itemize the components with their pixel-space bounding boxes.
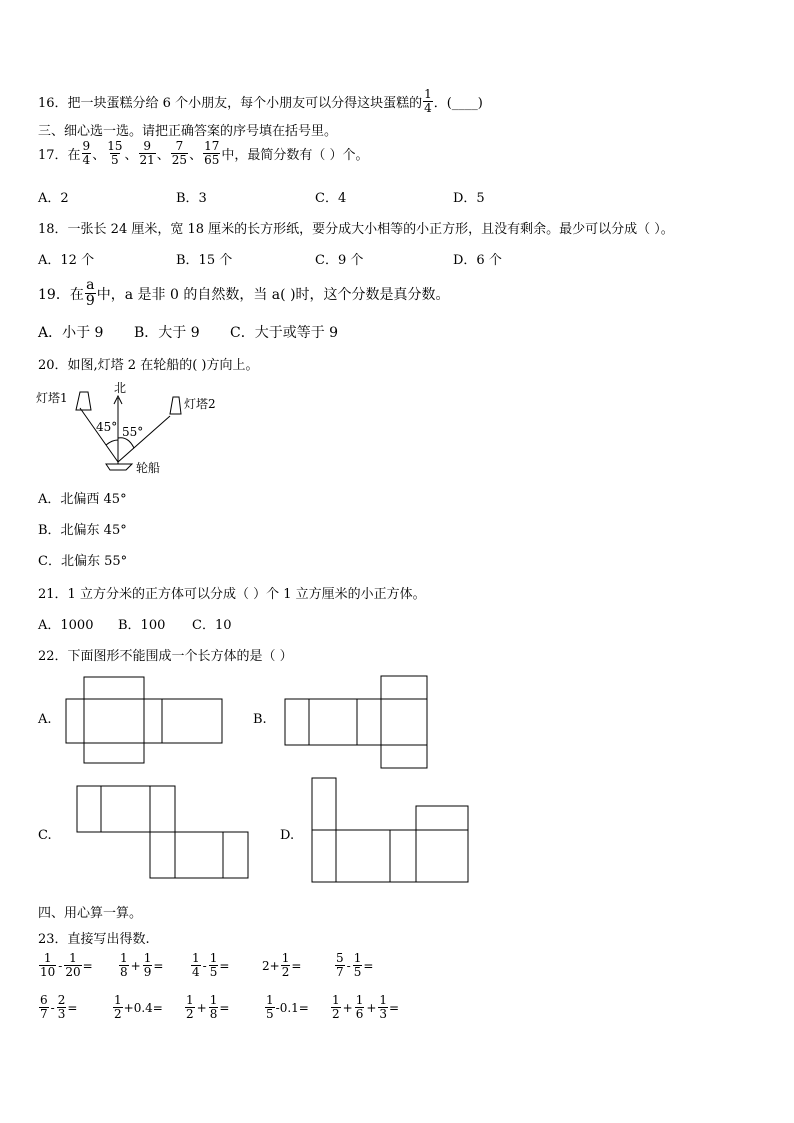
q22-option-d-label[interactable]: D. — [280, 828, 295, 843]
equals: = — [219, 1000, 230, 1015]
equals: = — [82, 958, 93, 973]
q21-option-a[interactable]: A．1000 — [38, 618, 94, 633]
calc-item — [112, 994, 163, 1021]
q18-option-c[interactable]: C．9 个 — [315, 253, 364, 268]
section4-heading: 四、用心算一算。 — [38, 906, 143, 921]
q16-text: 16．把一块蛋糕分给 6 个小朋友，每个小朋友可以分得这块蛋糕的 — [38, 96, 423, 111]
ship-label: 轮船 — [136, 461, 161, 475]
numerator: 15 — [107, 139, 123, 153]
q17-suffix: 中，最简分数有（ ）个。 — [221, 148, 369, 163]
denominator: 7 — [336, 965, 344, 979]
denominator: 4 — [424, 101, 432, 115]
q18-option-a[interactable]: A．12 个 — [38, 253, 95, 268]
lighthouse2-icon — [170, 397, 181, 414]
operator: + — [196, 1000, 207, 1015]
q22-text: 22．下面图形不能围成一个长方体的是（ ） — [38, 649, 293, 664]
operator: + — [130, 958, 141, 973]
q19-suffix: 中，a 是非 0 的自然数，当 a( )时，这个分数是真分数。 — [96, 286, 450, 303]
numerator: 9 — [82, 139, 91, 153]
numerator: 1 — [332, 993, 340, 1007]
denominator: 2 — [332, 1007, 340, 1021]
numerator: 1 — [353, 951, 362, 965]
lead-term: 2+ — [262, 958, 280, 973]
denominator: 6 — [355, 1007, 364, 1021]
q22-option-b-label[interactable]: B. — [253, 712, 267, 727]
q18-option-d[interactable]: D．6 个 — [453, 253, 502, 268]
angle-55-label: 55° — [122, 425, 144, 439]
numerator: 1 — [209, 951, 218, 965]
angle-arc-55 — [118, 438, 134, 448]
q17-option-a[interactable]: A．2 — [38, 191, 69, 206]
denominator: 4 — [192, 965, 200, 979]
fraction — [209, 952, 219, 979]
numerator: 1 — [424, 87, 432, 101]
q16 — [38, 88, 483, 115]
q18-option-b[interactable]: B．15 个 — [176, 253, 233, 268]
fraction — [353, 952, 363, 979]
numerator: 1 — [120, 951, 128, 965]
fraction — [378, 994, 388, 1021]
denominator: 2 — [114, 1007, 122, 1021]
numerator: 1 — [69, 951, 77, 965]
fraction — [39, 952, 56, 979]
q17-fraction — [203, 140, 220, 167]
calc-item — [264, 994, 309, 1021]
fraction — [64, 952, 81, 979]
q17-fraction — [106, 140, 123, 167]
operator: - — [58, 958, 63, 973]
operator: - — [346, 958, 351, 973]
fraction — [119, 952, 129, 979]
numerator: 1 — [266, 993, 274, 1007]
fraction — [113, 994, 123, 1021]
denominator: 5 — [209, 965, 218, 979]
separator: 、 — [124, 148, 138, 163]
equals: = — [219, 958, 230, 973]
numerator: 1 — [281, 951, 290, 965]
fraction — [265, 994, 275, 1021]
equals: = — [291, 958, 302, 973]
denominator: 8 — [209, 1007, 218, 1021]
calc-item — [118, 952, 163, 979]
q17-option-d[interactable]: D．5 — [453, 191, 485, 206]
q19-option-b[interactable]: B．大于 9 — [134, 325, 200, 341]
numerator: 1 — [114, 993, 122, 1007]
q19 — [38, 278, 450, 309]
denominator: 2 — [281, 965, 290, 979]
denominator: 3 — [379, 1007, 388, 1021]
q19-prefix: 19．在 — [38, 286, 84, 303]
operator: + — [366, 1000, 377, 1015]
denominator: 5 — [266, 1007, 274, 1021]
q17-option-c[interactable]: C．4 — [315, 191, 347, 206]
q22-net-a[interactable] — [66, 677, 226, 767]
ray-to-lighthouse1 — [80, 408, 118, 462]
numerator: 7 — [175, 139, 184, 153]
fraction — [185, 994, 195, 1021]
q17 — [38, 140, 369, 167]
q23-text: 23．直接写出得数. — [38, 932, 150, 947]
calc-item — [38, 952, 93, 979]
q22-option-c-label[interactable]: C. — [38, 828, 52, 843]
fraction — [209, 994, 219, 1021]
fraction — [191, 952, 201, 979]
q22-net-b[interactable] — [285, 676, 435, 771]
numerator: 1 — [379, 993, 388, 1007]
numerator: 9 — [143, 139, 151, 153]
q21-text: 21．1 立方分米的正方体可以分成（ ）个 1 立方厘米的小正方体。 — [38, 587, 426, 602]
q17-fraction — [139, 140, 156, 167]
fraction — [143, 952, 153, 979]
ship-icon — [106, 464, 132, 470]
q22-net-d[interactable] — [312, 778, 472, 884]
angle-arc-45 — [106, 440, 118, 445]
numerator: 2 — [57, 993, 66, 1007]
fraction — [57, 994, 67, 1021]
numerator: 1 — [209, 993, 218, 1007]
equals: = — [153, 958, 164, 973]
q17-fraction — [171, 140, 188, 167]
q16-answer-blank: ．(____) — [433, 96, 483, 111]
numerator: 1 — [143, 951, 152, 965]
denominator: 21 — [139, 153, 155, 167]
fraction — [39, 994, 49, 1021]
lighthouse-ship-diagram — [36, 380, 236, 475]
calc-item — [190, 952, 229, 979]
q16-fraction — [423, 88, 433, 115]
q19-option-c[interactable]: C．大于或等于 9 — [230, 325, 339, 341]
operator: + — [342, 1000, 353, 1015]
q22-option-a-label[interactable]: A. — [38, 712, 52, 727]
fraction — [355, 994, 365, 1021]
calc-item — [184, 994, 229, 1021]
numerator: 17 — [204, 139, 220, 153]
separator: 、 — [156, 148, 170, 163]
numerator: 1 — [355, 993, 364, 1007]
numerator: 1 — [186, 993, 194, 1007]
denominator: 9 — [85, 293, 95, 309]
numerator: 6 — [40, 993, 48, 1007]
q17-fraction — [82, 140, 92, 167]
denominator: 2 — [186, 1007, 194, 1021]
numerator: 1 — [43, 951, 52, 965]
tail-term: +0.4= — [123, 1000, 163, 1015]
q17-option-b[interactable]: B．3 — [176, 191, 207, 206]
q22-net-c[interactable] — [77, 786, 252, 881]
tail-term: -0.1= — [275, 1000, 309, 1015]
calc-item — [38, 994, 77, 1021]
numerator: a — [86, 277, 95, 293]
operator: - — [50, 1000, 55, 1015]
fraction — [331, 994, 341, 1021]
lighthouse1-label: 灯塔1 — [36, 391, 68, 405]
q20-option-a[interactable]: A．北偏西 45° — [38, 492, 127, 507]
separator: 、 — [92, 148, 106, 163]
equals: = — [389, 1000, 400, 1015]
numerator: 5 — [336, 951, 344, 965]
denominator: 7 — [40, 1007, 48, 1021]
denominator: 20 — [65, 965, 81, 979]
denominator: 5 — [353, 965, 362, 979]
denominator: 25 — [171, 153, 188, 167]
lighthouse2-label: 灯塔2 — [184, 397, 216, 411]
q19-fraction — [85, 278, 96, 309]
fraction — [335, 952, 345, 979]
denominator: 4 — [82, 153, 91, 167]
equals: = — [363, 958, 374, 973]
denominator: 9 — [143, 965, 152, 979]
q20-option-b[interactable]: B．北偏东 45° — [38, 523, 127, 538]
equals: = — [67, 1000, 78, 1015]
separator: 、 — [189, 148, 203, 163]
calc-item — [330, 994, 399, 1021]
angle-45-label: 45° — [96, 420, 118, 434]
q19-option-a[interactable]: A．小于 9 — [38, 325, 104, 341]
denominator: 5 — [111, 153, 119, 167]
q21-option-b[interactable]: B．100 — [118, 618, 166, 633]
section3-heading: 三、细心选一选。请把正确答案的序号填在括号里。 — [38, 124, 338, 139]
q17-prefix: 17．在 — [38, 148, 81, 163]
q20-option-c[interactable]: C．北偏东 55° — [38, 554, 128, 569]
north-label: 北 — [114, 381, 127, 395]
denominator: 8 — [120, 965, 128, 979]
operator: - — [202, 958, 207, 973]
denominator: 10 — [40, 965, 56, 979]
numerator: 1 — [192, 951, 200, 965]
denominator: 3 — [57, 1007, 66, 1021]
q18-text: 18．一张长 24 厘米，宽 18 厘米的长方形纸，要分成大小相等的小正方形，且没有剩余。最少可以分成（ ）。 — [38, 222, 674, 237]
q20-text: 20．如图,灯塔 2 在轮船的( )方向上。 — [38, 358, 259, 373]
q21-option-c[interactable]: C．10 — [192, 618, 232, 633]
fraction — [281, 952, 291, 979]
calc-item — [262, 952, 301, 979]
lighthouse1-icon — [76, 392, 91, 410]
calc-item — [334, 952, 373, 979]
denominator: 65 — [204, 153, 220, 167]
